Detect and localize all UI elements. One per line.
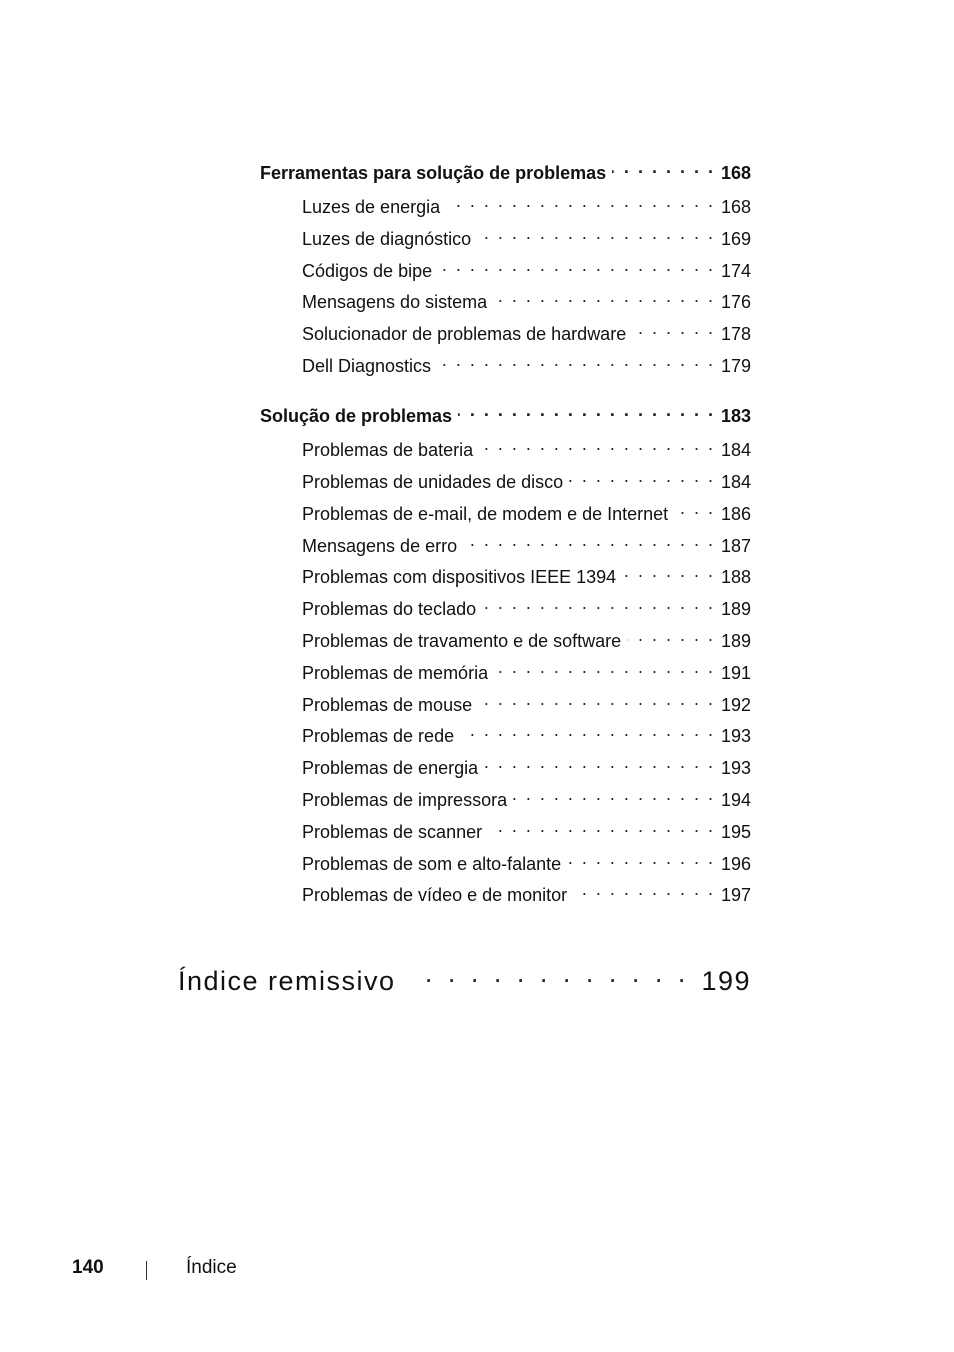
toc-page-number: 179 <box>720 356 751 376</box>
toc-page-number: 174 <box>720 261 751 281</box>
toc-item-label: Problemas de rede <box>302 726 455 746</box>
dot-leader <box>438 253 715 277</box>
dot-leader <box>632 316 715 340</box>
dot-leader <box>567 846 715 870</box>
toc-item[interactable] <box>302 591 751 621</box>
toc-item[interactable] <box>302 284 751 314</box>
toc-item[interactable] <box>302 316 751 346</box>
toc-item-label: Problemas de e-mail, de modem e de Internet <box>302 504 669 524</box>
dot-leader <box>479 432 715 456</box>
toc-page-number: 168 <box>720 197 751 217</box>
toc-item-label: Problemas de scanner <box>302 822 483 842</box>
toc-page-number: 187 <box>720 536 751 556</box>
toc-section-solucao[interactable] <box>260 398 751 428</box>
toc-item[interactable] <box>302 496 751 526</box>
dot-leader <box>460 718 715 742</box>
toc-item[interactable] <box>302 718 751 748</box>
dot-leader <box>513 782 715 806</box>
toc-section-ferramentas[interactable] <box>260 155 751 185</box>
dot-leader <box>612 155 715 179</box>
toc-item-label: Solucionador de problemas de hardware <box>302 324 627 344</box>
footer-section-title: Índice <box>186 1257 237 1278</box>
toc-item[interactable] <box>302 623 751 653</box>
toc-item-label: Luzes de diagnóstico <box>302 229 472 249</box>
toc-item-label: Problemas de unidades de disco <box>302 472 564 492</box>
toc-item-label: Códigos de bipe <box>302 261 433 281</box>
dot-leader <box>622 559 715 583</box>
dot-leader <box>446 189 715 213</box>
toc-chapter-indice-remissivo[interactable] <box>178 956 751 998</box>
toc-page-number: 186 <box>720 504 751 524</box>
toc-item[interactable] <box>302 221 751 251</box>
toc-page-number: 168 <box>720 163 751 183</box>
toc-page-number: 178 <box>720 324 751 344</box>
dot-leader <box>494 655 715 679</box>
toc-page-number: 169 <box>720 229 751 249</box>
toc-item[interactable] <box>302 750 751 780</box>
toc-item[interactable] <box>302 814 751 844</box>
dot-leader <box>437 348 715 372</box>
toc-page-number: 197 <box>720 885 751 905</box>
toc-page-number: 184 <box>720 440 751 460</box>
toc-page-number: 192 <box>720 695 751 715</box>
dot-leader <box>573 877 715 901</box>
dot-leader <box>477 221 715 245</box>
toc-section-title: Ferramentas para solução de problemas <box>260 163 607 183</box>
toc-item-label: Luzes de energia <box>302 197 441 217</box>
dot-leader <box>484 750 715 774</box>
dot-leader <box>569 464 715 488</box>
dot-leader <box>493 284 715 308</box>
toc-item[interactable] <box>302 846 751 876</box>
toc-item-label: Problemas de energia <box>302 758 479 778</box>
toc-item-label: Problemas de impressora <box>302 790 508 810</box>
toc-item[interactable] <box>302 348 751 378</box>
toc-item-label: Mensagens de erro <box>302 536 458 556</box>
toc-page-number: 193 <box>720 726 751 746</box>
toc-page-number: 188 <box>720 567 751 587</box>
toc-item[interactable] <box>302 432 751 462</box>
toc-item[interactable] <box>302 687 751 717</box>
toc-item-label: Problemas de som e alto-falante <box>302 854 562 874</box>
toc-page-number: 176 <box>720 292 751 312</box>
toc-item-label: Dell Diagnostics <box>302 356 432 376</box>
toc-item-label: Problemas de mouse <box>302 695 473 715</box>
dot-leader <box>478 687 715 711</box>
toc-item[interactable] <box>302 464 751 494</box>
toc-page-number: 194 <box>720 790 751 810</box>
dot-leader <box>408 956 690 990</box>
toc-page-number: 195 <box>720 822 751 842</box>
toc-item[interactable] <box>302 559 751 589</box>
dot-leader <box>482 591 715 615</box>
toc-item[interactable] <box>302 877 751 907</box>
toc-item[interactable] <box>302 655 751 685</box>
dot-leader <box>463 528 715 552</box>
toc-item[interactable] <box>302 528 751 558</box>
toc-chapter-title: Índice remissivo <box>178 966 396 996</box>
dot-leader <box>458 398 715 422</box>
toc-page-number: 199 <box>701 966 751 996</box>
toc-page-number: 184 <box>720 472 751 492</box>
footer-page-number: 140 <box>72 1257 104 1278</box>
toc-item[interactable] <box>302 253 751 283</box>
toc-page-number: 193 <box>720 758 751 778</box>
toc-page-number: 183 <box>720 406 751 426</box>
toc-item-label: Problemas de travamento e de software <box>302 631 622 651</box>
toc-item-label: Problemas de bateria <box>302 440 474 460</box>
toc-item-label: Problemas do teclado <box>302 599 477 619</box>
dot-leader <box>674 496 715 520</box>
toc-item-label: Mensagens do sistema <box>302 292 488 312</box>
toc-page-number: 189 <box>720 631 751 651</box>
toc-page-number: 189 <box>720 599 751 619</box>
toc-section-title: Solução de problemas <box>260 406 453 426</box>
toc-item-label: Problemas com dispositivos IEEE 1394 <box>302 567 617 587</box>
toc-item-label: Problemas de memória <box>302 663 489 683</box>
toc-page-number: 191 <box>720 663 751 683</box>
footer-separator <box>146 1261 147 1280</box>
toc-page-number: 196 <box>720 854 751 874</box>
toc-item[interactable] <box>302 782 751 812</box>
toc-item[interactable] <box>302 189 751 219</box>
dot-leader <box>488 814 715 838</box>
toc-item-label: Problemas de vídeo e de monitor <box>302 885 568 905</box>
dot-leader <box>627 623 715 647</box>
